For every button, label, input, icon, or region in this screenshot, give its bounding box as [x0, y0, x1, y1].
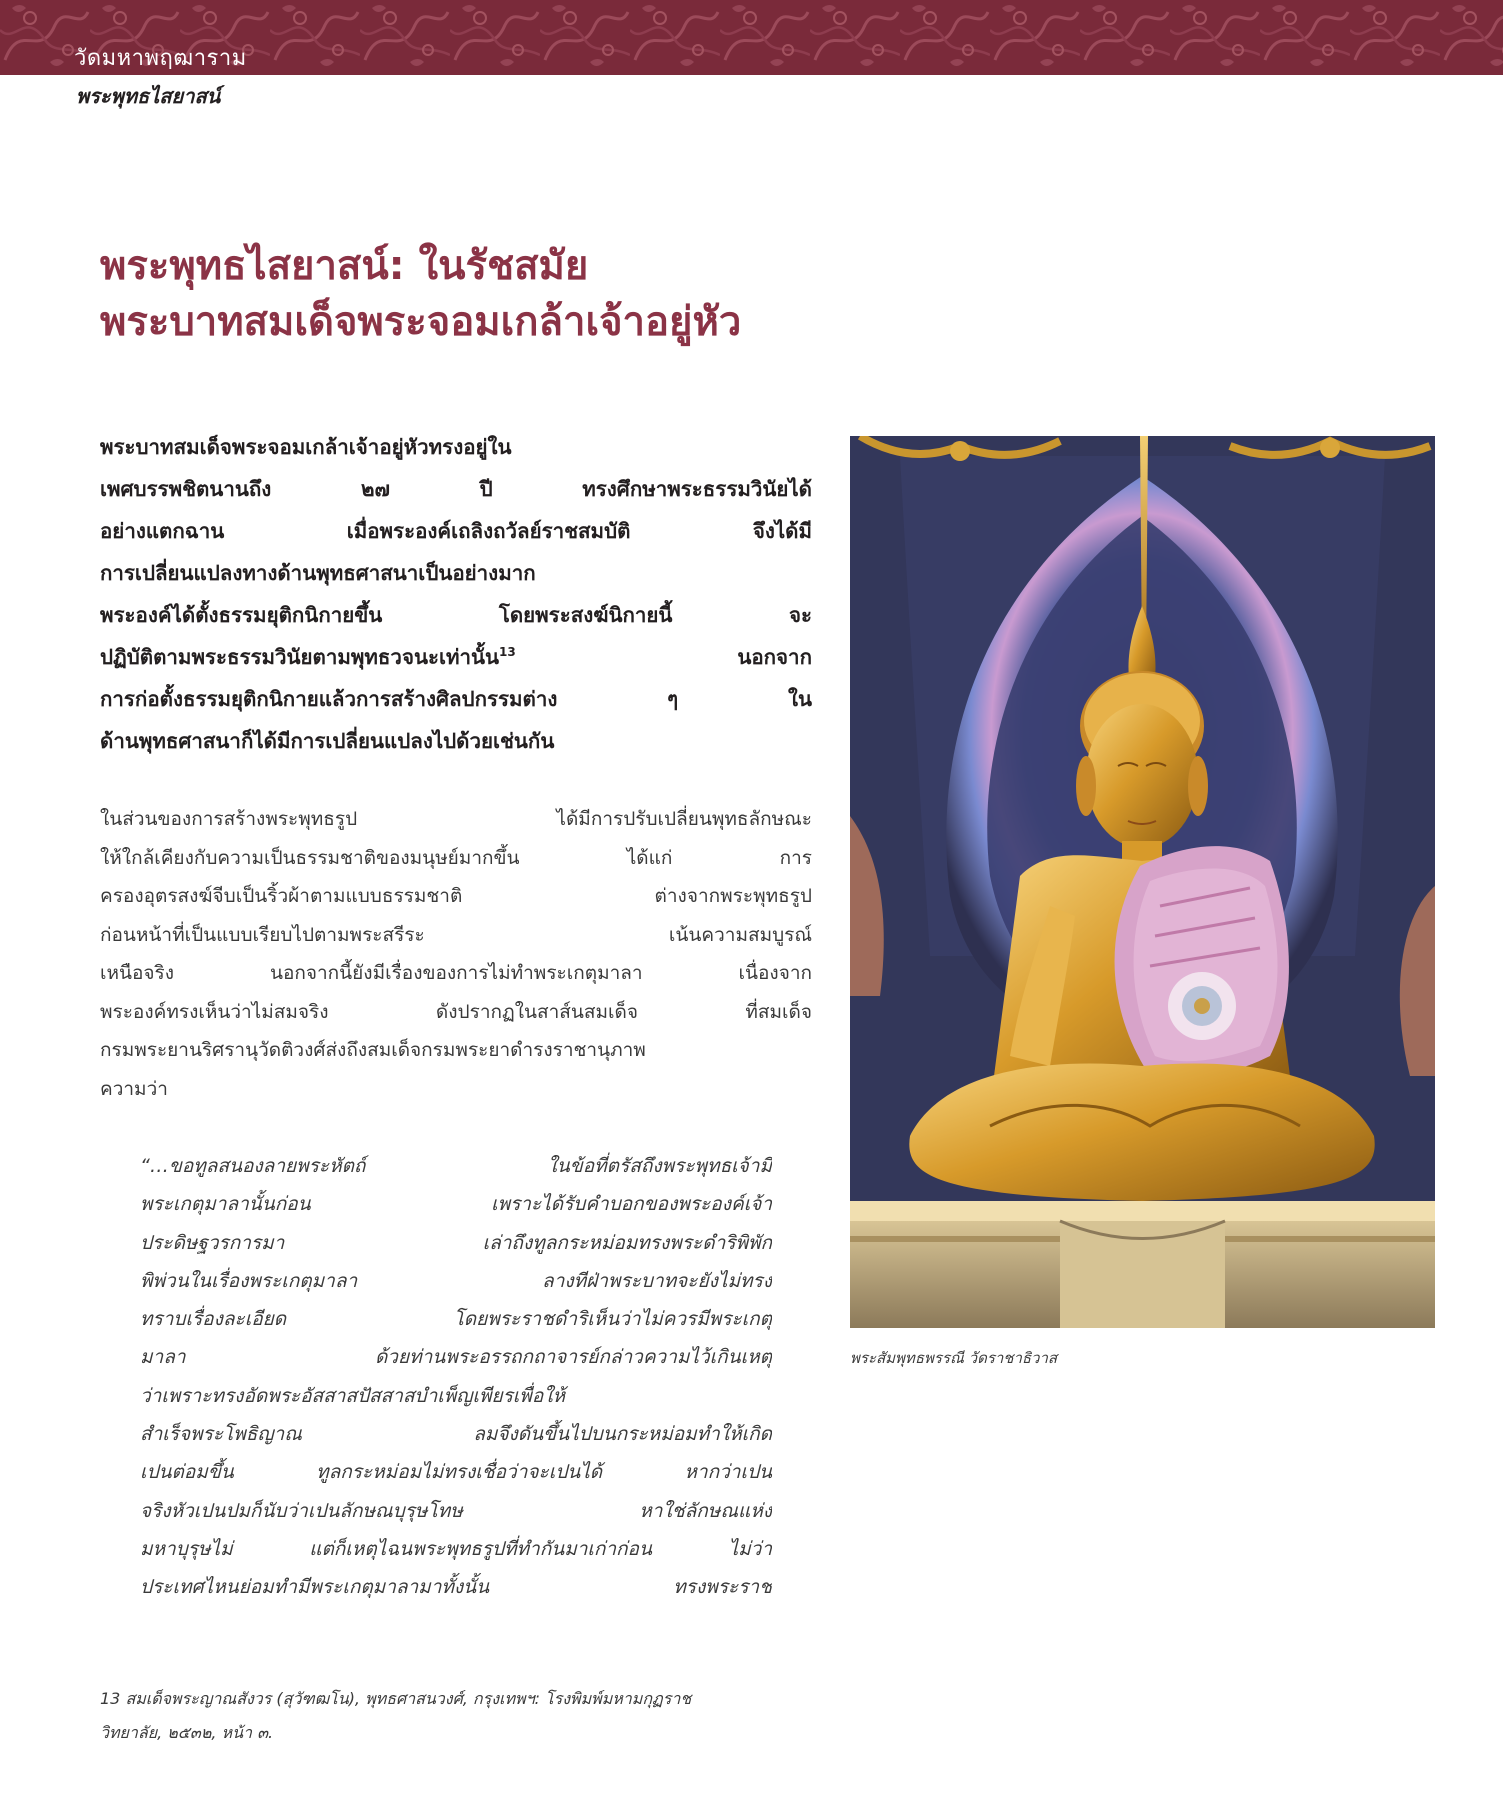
photo-caption: พระสัมพุทธพรรณี วัดราชาธิวาส: [850, 1349, 1058, 1367]
quote-line: “…ขอทูลสนองลายพระหัตถ์ ในข้อที่ตรัสถึงพระพุทธเจ้ามี: [140, 1155, 772, 1177]
lead-line: การก่อตั้งธรรมยุติกนิกายแล้วการสร้างศิลปกรรมต่าง ๆ ใน: [100, 687, 812, 711]
lead-line-text: ปฏิบัติตามพระธรรมวินัยตามพุทธวจนะเท่านั้น: [100, 645, 500, 669]
lead-line: เพศบรรพชิตนานถึง ๒๗ ปี ทรงศึกษาพระธรรมวินัยได้: [100, 477, 812, 501]
quote-line: ว่าเพราะทรงอัดพระอัสสาสปัสสาสบำเพ็ญเพียรเพื่อให้: [140, 1384, 566, 1407]
buddha-statue-photo: [850, 436, 1435, 1328]
title-line-2: พระบาทสมเด็จพระจอมเกล้าเจ้าอยู่หัว: [100, 299, 742, 345]
quote-line: ประเทศไหนย่อมทำมีพระเกตุมาลามาทั้งนั้น ทรงพระราช: [140, 1576, 772, 1599]
quote-line: ทราบเรื่องละเอียด โดยพระราชดำริเห็นว่าไม่ควรมีพระเกตุ: [140, 1308, 772, 1331]
body-line: เหนือจริง นอกจากนี้ยังมีเรื่องของการไม่ทำพระเกตุมาลา เนื่องจาก: [100, 962, 812, 984]
lead-line: พระบาทสมเด็จพระจอมเกล้าเจ้าอยู่หัวทรงอยู่ใน: [100, 435, 512, 459]
lead-line-tail: นอกจาก: [737, 645, 812, 669]
lead-line: ด้านพุทธศาสนาก็ได้มีการเปลี่ยนแปลงไปด้วยเช่นกัน: [100, 729, 555, 753]
buddha-illustration: [850, 436, 1435, 1328]
body-line: ความว่า: [100, 1077, 168, 1100]
quote-line: พระเกตุมาลานั้นก่อน เพราะได้รับคำบอกของพระองค์เจ้า: [140, 1193, 772, 1216]
quote-line: จริงหัวเปนปมก็นับว่าเปนลักษณบุรุษโทษ หาใช่ลักษณแห่ง: [140, 1499, 772, 1522]
header-banner: [0, 0, 1503, 75]
body-line: ครองอุตรสงฆ์จีบเป็นริ้วผ้าตามแบบธรรมชาติ ต่างจากพระพุทธรูป: [100, 885, 812, 907]
footnote: [100, 1682, 820, 1750]
lead-line: อย่างแตกฉาน เมื่อพระองค์เถลิงถวัลย์ราชสมบัติ จึงได้มี: [100, 519, 812, 543]
footnote-line-1: 13 สมเด็จพระญาณสังวร (สุวัฑฒโน), พุทธศาสนวงศ์, กรุงเทพฯ: โรงพิมพ์มหามกุฏราช: [100, 1689, 692, 1708]
body-line: ให้ใกล้เคียงกับความเป็นธรรมชาติของมนุษย์มากขึ้น ได้แก่ การ: [100, 846, 812, 869]
lead-line: การเปลี่ยนแปลงทางด้านพุทธศาสนาเป็นอย่างมาก: [100, 561, 536, 585]
lead-line: พระองค์ได้ตั้งธรรมยุติกนิกายขึ้น โดยพระสงฆ์นิกายนี้ จะ: [100, 603, 812, 627]
page-title: [100, 238, 1000, 350]
quote-line: สำเร็จพระโพธิญาณ ลมจึงดันขึ้นไปบนกระหม่อมทำให้เกิด: [140, 1423, 772, 1446]
block-quote: [140, 1147, 772, 1607]
quote-line: พิพ่วนในเรื่องพระเกตุมาลา ลางทีฝ่าพระบาทจะยังไม่ทรง: [140, 1269, 772, 1292]
quote-line: เปนต่อมขึ้น ทูลกระหม่อมไม่ทรงเชื่อว่าจะเปนได้ หากว่าเปน: [140, 1461, 772, 1484]
body-line: ก่อนหน้าที่เป็นแบบเรียบไปตามพระสรีระ เน้นความสมบูรณ์: [100, 923, 812, 946]
quote-line: มาลา ด้วยท่านพระอรรถกถาจารย์กล่าวความไว้เกินเหตุ: [140, 1346, 772, 1369]
quote-line: มหาบุรุษไม่ แต่ก็เหตุไฉนพระพุทธรูปที่ทำกันมาเก่าก่อน ไม่ว่า: [140, 1537, 772, 1560]
lead-line-with-ref: [100, 636, 812, 678]
quote-line: ประดิษฐวรการมา เล่าถึงทูลกระหม่อมทรงพระดำริพิพัก: [140, 1231, 772, 1254]
lead-paragraph: [100, 426, 812, 762]
body-line: กรมพระยานริศรานุวัดติวงศ์ส่งถึงสมเด็จกรมพระยาดำรงราชานุภาพ: [100, 1039, 646, 1061]
body-paragraph: [100, 800, 812, 1108]
site-name: วัดมหาพฤฒาราม: [74, 46, 247, 71]
title-line-1: พระพุทธไสยาสน์: ในรัชสมัย: [100, 243, 589, 289]
body-line: พระองค์ทรงเห็นว่าไม่สมจริง ดังปรากฏในสาส์นสมเด็จ ที่สมเด็จ: [100, 1000, 812, 1023]
section-name: พระพุทธไสยาสน์: [76, 84, 221, 108]
footnote-line-2: วิทยาลัย, ๒๕๓๒, หน้า ๓.: [100, 1723, 274, 1742]
body-line: ในส่วนของการสร้างพระพุทธรูป ได้มีการปรับเปลี่ยนพุทธลักษณะ: [100, 808, 812, 830]
footnote-ref: 13: [499, 645, 516, 660]
